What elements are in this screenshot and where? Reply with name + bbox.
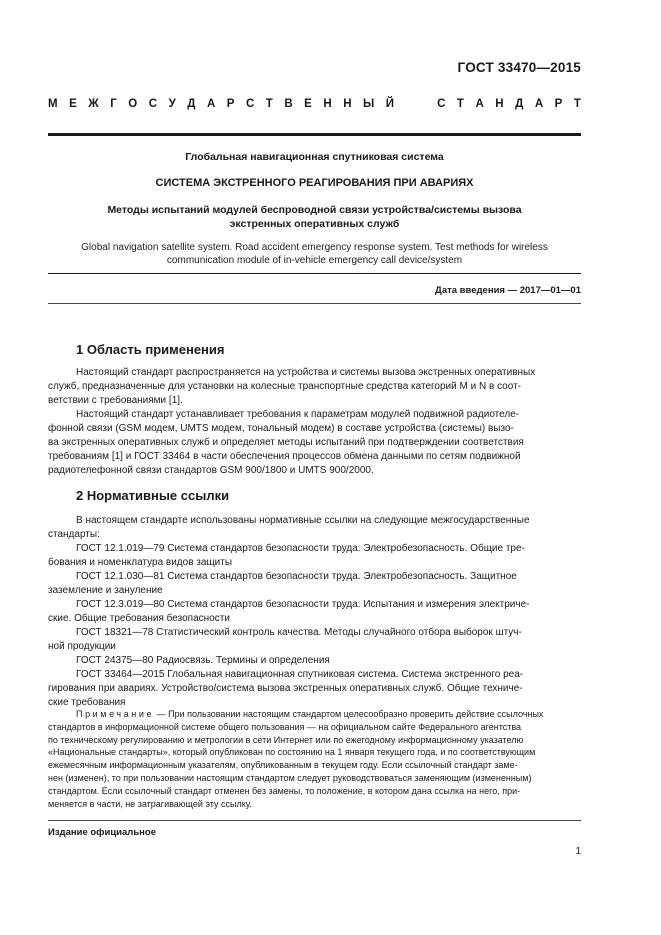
banner-letter: А [534, 98, 544, 110]
banner-letter: С [437, 98, 446, 110]
text-line: стандартом. Если ссылочный стандарт отменен без замены, то положение, в котором дана ссылка на него, при- [48, 785, 521, 796]
section-2-title: 2 Нормативные ссылки [76, 488, 230, 503]
introduction-date: Дата введения — 2017—01—01 [435, 285, 581, 296]
text-line: ские. Общие требования безопасности [48, 613, 230, 624]
methods-title [48, 203, 581, 231]
text-line: ГОСТ 18321—78 Статистический контроль качества. Методы случайного отбора выборок штуч- [76, 627, 522, 638]
banner-letter: Н [343, 98, 352, 110]
system-title: Глобальная навигационная спутниковая система [185, 151, 444, 163]
text-line: меняется в части, не затрагивающей эту ссылку. [48, 798, 252, 809]
text-line: стандартов в информационной системе общего пользования — на официальном сайте Федерального агентства [48, 721, 522, 732]
english-title-line: communication module of in-vehicle emergency call device/system [166, 255, 463, 266]
interstate-standard-banner [48, 98, 581, 110]
edition-label: Издание официальное [48, 827, 156, 838]
section-2-body [48, 514, 581, 710]
banner-letter: Ы [363, 98, 375, 110]
banner-letter: Н [323, 98, 332, 110]
text-line: бования и номенклатура видов защиты [48, 557, 233, 568]
banner-letter: С [148, 98, 158, 110]
text-line: требованиям [1] и ГОСТ 33464 в части обеспечения процессов обмена данными по сетям подвижной [48, 451, 521, 462]
text-line: нен (изменен), то при пользовании настоящим стандартом следует руководствоваться заменяющим (измененным) [48, 772, 532, 783]
banner-letter: А [206, 98, 216, 110]
text-line: ГОСТ 24375—80 Радиосвязь. Термины и определения [76, 655, 330, 666]
text-line: ГОСТ 12.1.030—81 Система стандартов безопасности труда. Электробезопасность. Защитное [76, 571, 517, 582]
banner-letter: Й [385, 98, 395, 110]
banner-letter: С [245, 98, 255, 110]
banner-letter: А [475, 98, 484, 110]
banner-letter: Д [515, 98, 524, 110]
text-line: ва экстренных оперативных служб и определяет методы испытаний при подтверждении соответствия [48, 437, 524, 448]
note-first-line [48, 708, 581, 721]
header-rule [48, 133, 581, 136]
text-line: Настоящий стандарт устанавливает требования к параметрам модулей подвижной радиотеле- [76, 409, 520, 420]
text-line: ГОСТ 33464—2015 Глобальная навигационная спутниковая система. Система экстренного реа- [76, 669, 524, 680]
text-line: гирования при авариях. Устройство/система вызова экстренных оперативных служб. Общие техниче- [48, 683, 523, 694]
text-line: В настоящем стандарте использованы нормативные ссылки на следующие межгосударственные [76, 515, 530, 526]
section-1-title: 1 Область применения [76, 342, 225, 357]
english-title [48, 241, 581, 267]
banner-letter: У [168, 98, 176, 110]
banner-letter: О [128, 98, 138, 110]
section-1-body [48, 366, 581, 478]
banner-letter: Р [554, 98, 563, 110]
main-title: СИСТЕМА ЭКСТРЕННОГО РЕАГИРОВАНИЯ ПРИ АВАРИЯХ [155, 177, 474, 189]
text-line: ветствии с требованиями [1]. [48, 395, 183, 406]
text-line: Настоящий стандарт распространяется на устройства и системы вызова экстренных оперативных [76, 367, 536, 378]
doc-number: ГОСТ 33470—2015 [457, 60, 581, 75]
text-line: ские требования [48, 697, 126, 708]
banner-letter: Т [456, 98, 464, 110]
footer-rule [48, 820, 581, 821]
banner-letter: Е [304, 98, 312, 110]
note-label: Примечание [76, 709, 155, 719]
methods-title-line: экстренных оперативных служб [229, 218, 400, 230]
banner-letter: Н [495, 98, 504, 110]
text-line: служб, предназначенные для установки на колесные транспортные средства категорий M и N в соот- [48, 381, 521, 392]
banner-letter: Е [69, 98, 77, 110]
text-line: ежемесячным информационным указателям, опубликованным в текущем году. Если ссылочный стандарт заме- [48, 760, 518, 771]
banner-letter: В [284, 98, 293, 110]
text-line: заземление и зануление [48, 585, 163, 596]
text-line: ной продукции [48, 641, 116, 652]
english-title-line: Global navigation satellite system. Road accident emergency response system. Test methods for wireless [81, 242, 548, 253]
note-first-text: — При пользовании настоящим стандартом целесообразно проверить действие ссылочных [154, 709, 544, 719]
text-line: «Национальные стандарты», который опубликован по состоянию на 1 января текущего года, и по соответствующим [48, 747, 536, 758]
banner-letter: Г [110, 98, 117, 110]
text-line: стандарты: [48, 529, 100, 540]
text-line: ГОСТ 12.1.019—79 Система стандартов безопасности труда. Электробезопасность. Общие тре- [76, 543, 525, 554]
methods-title-line: Методы испытаний модулей беспроводной связи устройства/системы вызова [107, 204, 522, 216]
banner-letter: М [48, 98, 58, 110]
date-rule [48, 303, 581, 304]
banner-letter: Р [226, 98, 235, 110]
banner-letter: Т [265, 98, 273, 110]
banner-gap [406, 98, 426, 110]
text-line: по техническому регулированию и метрологии в сети Интернет или по ежегодному информационному указателю [48, 734, 524, 745]
title-rule [48, 273, 581, 274]
note-block [48, 708, 581, 810]
banner-letter: Т [573, 98, 581, 110]
text-line: ГОСТ 12.3.019—80 Система стандартов безопасности труда. Испытания и измерения электриче- [76, 599, 530, 610]
text-line: радиотелефонной связи стандартов GSM 900/1800 и UMTS 900/2000. [48, 465, 374, 476]
text-line: фонной связи (GSM модем, UMTS модем, тональный модем) в составе устройства (системы) вызо- [48, 423, 514, 434]
banner-letter: Ж [88, 98, 99, 110]
banner-letter: Д [187, 98, 196, 110]
page-number: 1 [575, 846, 581, 857]
